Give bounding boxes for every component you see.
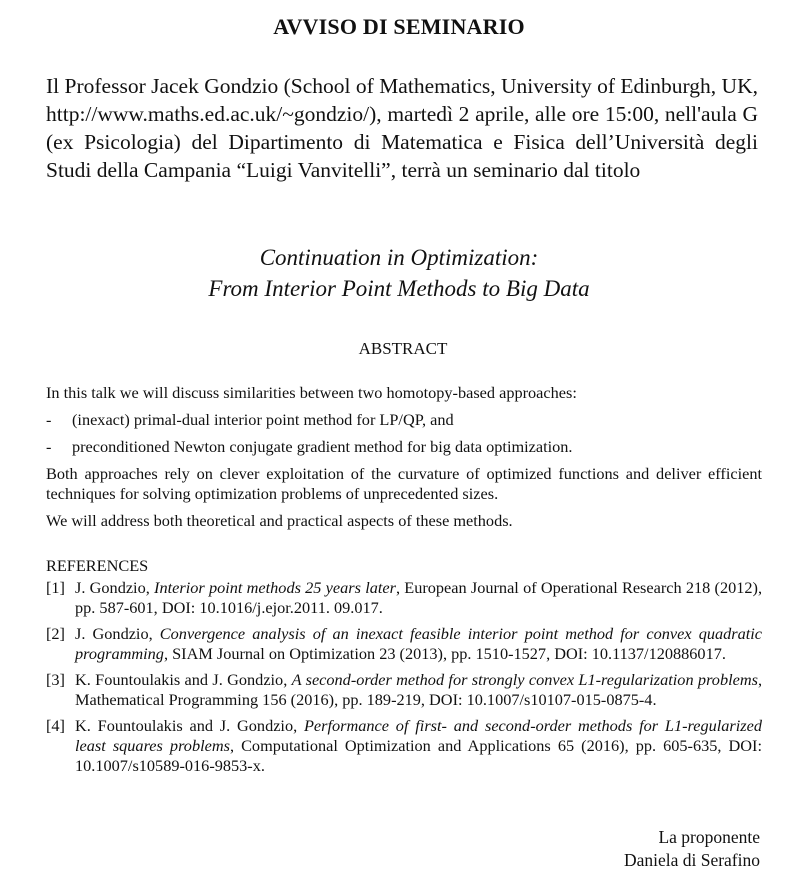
references-heading: REFERENCES — [46, 556, 149, 575]
seminar-title-line-2: From Interior Point Methods to Big Data — [208, 276, 590, 301]
reference-details: , SIAM Journal on Optimization 23 (2013), pp. 1510-1527, DOI: 10.1137/120886017. — [163, 644, 726, 663]
reference-text — [75, 670, 762, 710]
abstract-paragraph-3: We will address both theoretical and practical aspects of these methods. — [46, 511, 513, 530]
reference-authors: J. Gondzio, — [75, 624, 160, 643]
reference-authors: J. Gondzio, — [75, 578, 155, 597]
reference-item — [46, 670, 762, 710]
abstract-lead: In this talk we will discuss similarities between two homotopy-based approaches: — [46, 383, 577, 402]
intro-paragraph: Il Professor Jacek Gondzio (School of Mathematics, University of Edinburgh, UK, http://www.maths.ed.ac.uk/~gondzio/), martedì 2 aprile, alle ore 15:00, nell'aula G (ex Psicologia) del Dipartimento di Matematica e Fisica dell’Università degli Studi della Campania “Luigi Vanvitelli”, terrà un seminario dal titolo — [46, 74, 758, 182]
seminar-title — [0, 242, 798, 304]
abstract-paragraph-2: Both approaches rely on clever exploitation of the curvature of optimized functions and deliver efficient techniques for solving optimization problems of unprecedented sizes. — [46, 464, 762, 503]
bullet-text: (inexact) primal-dual interior point method for LP/QP, and — [72, 410, 454, 429]
reference-item — [46, 578, 762, 618]
seminar-title-line-1: Continuation in Optimization: — [259, 245, 539, 270]
reference-item — [46, 624, 762, 664]
reference-text — [75, 624, 762, 664]
reference-title: Performance of first- and second-order methods for L1-regularized least squares problems — [75, 716, 762, 755]
abstract-body — [46, 383, 762, 538]
reference-title: Convergence analysis of an inexact feasible interior point method for convex quadratic programming — [75, 624, 763, 663]
reference-text — [75, 578, 762, 618]
bullet-marker: - — [46, 410, 52, 429]
abstract-bullet — [46, 410, 762, 430]
reference-number: [4] — [46, 716, 65, 735]
reference-text — [75, 716, 762, 776]
abstract-heading: ABSTRACT — [358, 339, 448, 358]
reference-title: Interior point methods 25 years later — [154, 578, 396, 597]
signature-block — [624, 826, 760, 872]
references-section — [46, 556, 762, 782]
reference-authors: K. Fountoulakis and J. Gondzio, — [75, 670, 292, 689]
reference-authors: K. Fountoulakis and J. Gondzio, — [75, 716, 304, 735]
reference-item — [46, 716, 762, 776]
reference-title: A second-order method for strongly convex L1-regularization problems — [291, 670, 758, 689]
bullet-marker: - — [46, 437, 52, 456]
reference-details: , Computational Optimization and Applications 65 (2016), pp. 605-635, DOI: 10.1007/s10589-016-9853-x. — [75, 736, 762, 775]
reference-number: [3] — [46, 670, 65, 689]
signature-role: La proponente — [658, 827, 760, 847]
signature-name: Daniela di Serafino — [623, 850, 760, 870]
notice-title: AVVISO DI SEMINARIO — [273, 14, 525, 39]
reference-number: [2] — [46, 624, 65, 643]
reference-number: [1] — [46, 578, 65, 597]
reference-details: , European Journal of Operational Research 218 (2012), pp. 587-601, DOI: 10.1016/j.ejor.2011. 09.017. — [75, 578, 763, 617]
abstract-bullet — [46, 437, 762, 457]
reference-details: , Mathematical Programming 156 (2016), pp. 189-219, DOI: 10.1007/s10107-015-0875-4. — [75, 670, 763, 709]
bullet-text: preconditioned Newton conjugate gradient method for big data optimization. — [72, 437, 573, 456]
